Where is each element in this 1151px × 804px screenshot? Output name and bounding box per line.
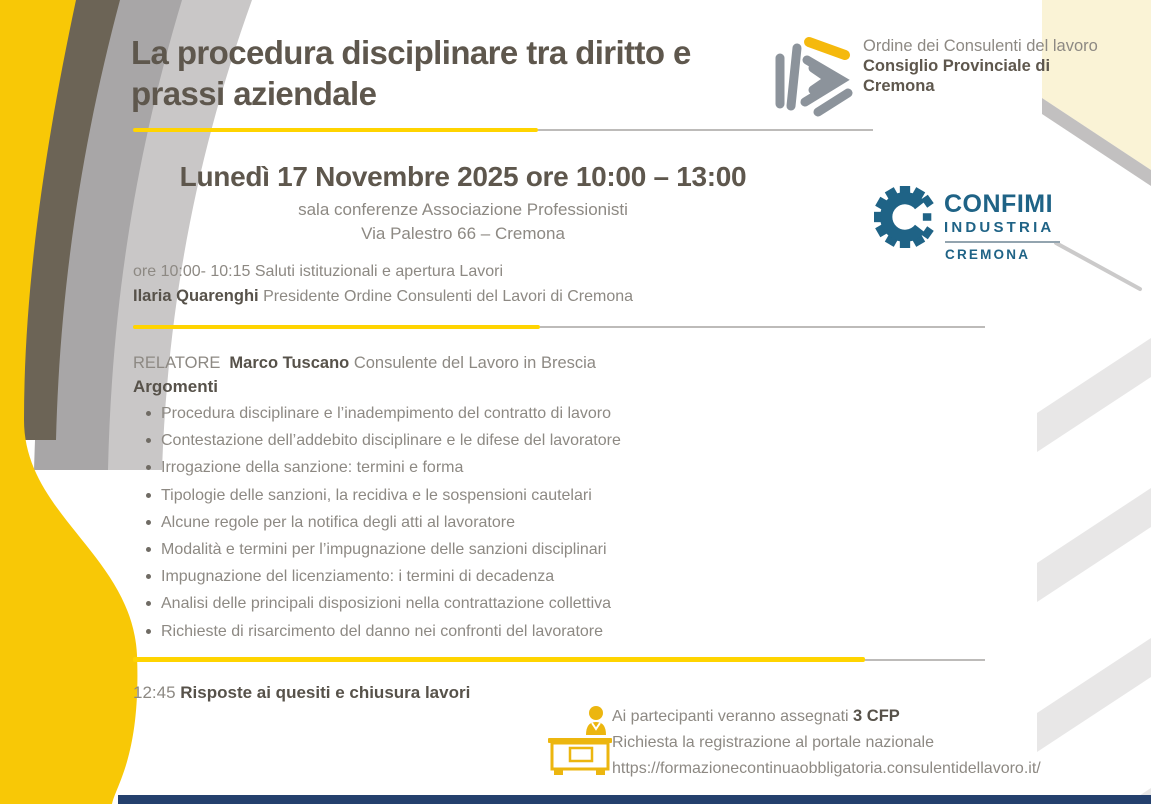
- opening-speaker-role: Presidente Ordine Consulenti del Lavori di Cremona: [258, 288, 634, 305]
- bottom-bar: [118, 795, 1151, 804]
- cfp-credits: 3 CFP: [853, 707, 900, 725]
- closing-time: 12:45: [133, 683, 181, 702]
- cfp-portal-url[interactable]: https://formazionecontinuaobbligatoria.consulentidellavoro.it/: [612, 760, 1041, 777]
- chevron-2: [1037, 488, 1151, 602]
- organization-name: Ordine dei Consulenti del lavoro: [863, 37, 1098, 55]
- bullet-icon: [146, 547, 151, 552]
- opening-speaker-name: Ilaria Quarenghi: [133, 287, 259, 305]
- confimi-name: CONFIMI: [944, 190, 1054, 218]
- divider-mid-gray: [540, 326, 985, 328]
- confimi-underline: [945, 241, 1060, 243]
- event-venue: sala conferenze Associazione Professionisti: [298, 200, 628, 219]
- topic-item: Modalità e termini per l’impugnazione delle sanzioni disciplinari: [146, 540, 706, 567]
- divider-bottom-gray: [865, 659, 985, 661]
- topic-item: Analisi delle principali disposizioni nella contrattazione collettiva: [146, 594, 706, 621]
- bullet-icon: [146, 438, 151, 443]
- closing-text: Risposte ai quesiti e chiusura lavori: [180, 683, 471, 702]
- logo-swoosh: [1056, 243, 1140, 289]
- bullet-icon: [146, 465, 151, 470]
- confimi-logo-text: [944, 191, 1054, 238]
- bullet-icon: [146, 411, 151, 416]
- opening-block: [133, 260, 773, 309]
- page-title-line2: prassi aziendale: [131, 75, 377, 112]
- cfp-block: [612, 703, 1122, 782]
- topic-item: Alcune regole per la notifica degli atti al lavoratore: [146, 513, 706, 540]
- topic-item: Tipologie delle sanzioni, la recidiva e le sospensioni cautelari: [146, 486, 706, 513]
- relatore-name: Marco Tuscano: [229, 354, 350, 372]
- bullet-icon: [146, 574, 151, 579]
- page-title-line1: La procedura disciplinare tra diritto e: [131, 34, 691, 71]
- event-address: Via Palestro 66 – Cremona: [361, 224, 565, 243]
- page-title: [131, 32, 811, 114]
- cfp-line1: Ai partecipanti veranno assegnati 3 CFP: [612, 707, 900, 725]
- chevron-1: [1037, 338, 1151, 452]
- topic-item: Procedura disciplinare e l’inadempimento del contratto di lavoro: [146, 404, 706, 431]
- topics-heading: Argomenti: [133, 377, 218, 396]
- divider-mid-yellow: [133, 325, 540, 329]
- topics-list: [146, 404, 706, 649]
- consulenti-lavoro-mark-icon: [766, 28, 858, 120]
- cfp-line2: Richiesta la registrazione al portale nazionale: [612, 734, 934, 751]
- bullet-icon: [146, 493, 151, 498]
- bullet-icon: [146, 629, 151, 634]
- relatore-label: RELATORE: [133, 354, 221, 372]
- divider-top-yellow: [133, 128, 538, 132]
- organization-council-line2: Cremona: [863, 77, 935, 95]
- opening-schedule: ore 10:00- 10:15 Saluti istituzionali e apertura Lavori: [133, 263, 503, 280]
- event-datetime: Lunedì 17 Novembre 2025 ore 10:00 – 13:00: [179, 161, 747, 192]
- relatore-line: [133, 352, 793, 374]
- topic-item: Impugnazione del licenziamento: i termini di decadenza: [146, 567, 706, 594]
- topic-item: Contestazione dell’addebito disciplinare e le difese del lavoratore: [146, 431, 706, 458]
- divider-top-gray: [538, 129, 873, 131]
- event-block: [133, 161, 793, 246]
- bullet-icon: [146, 601, 151, 606]
- closing-line: [133, 683, 470, 703]
- bullet-icon: [146, 520, 151, 525]
- divider-bottom-yellow: [133, 657, 865, 662]
- topic-item: Richieste di risarcimento del danno nei confronti del lavoratore: [146, 622, 706, 649]
- confimi-industry: INDUSTRIA: [944, 219, 1055, 236]
- confimi-city: CREMONA: [945, 247, 1031, 262]
- relatore-role: Consulente del Lavoro in Brescia: [349, 354, 596, 372]
- confimi-gear-icon: [874, 186, 936, 248]
- organization-council-line1: Consiglio Provinciale di: [863, 57, 1051, 75]
- organization-block: [863, 36, 1133, 96]
- registration-desk-icon: [546, 702, 618, 776]
- topic-item: Irrogazione della sanzione: termini e forma: [146, 458, 706, 485]
